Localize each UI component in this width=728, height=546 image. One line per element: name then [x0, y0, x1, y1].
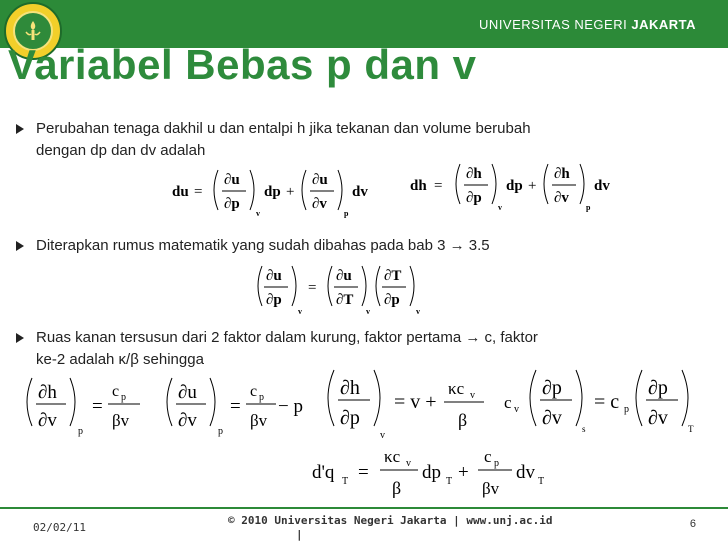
svg-text:∂p: ∂p	[384, 292, 400, 308]
svg-text:− p: − p	[278, 396, 303, 417]
svg-text:∂h: ∂h	[38, 382, 57, 403]
svg-text:v: v	[406, 458, 411, 469]
bullet-2	[16, 235, 716, 257]
bullet-2-text: Diterapkan rumus matematik yang sudah dibahas pada bab 3 → 3.5	[36, 237, 490, 254]
svg-text:dp: dp	[506, 178, 523, 194]
footer-copyright-text: © 2010 Universitas Negeri Jakarta | www.unj.ac.id	[228, 514, 553, 527]
svg-text:dv: dv	[352, 184, 368, 200]
svg-text:c: c	[504, 393, 512, 412]
svg-text:p: p	[344, 209, 349, 218]
svg-text:∂T: ∂T	[336, 292, 354, 308]
svg-text:=: =	[358, 462, 369, 483]
equation-du	[170, 160, 380, 220]
slide-title: Variabel Bebas p dan v	[8, 41, 477, 88]
equation-du-dv	[160, 370, 320, 440]
svg-text:∂u: ∂u	[312, 172, 328, 188]
svg-text:v: v	[256, 209, 260, 218]
bullet-arrow-icon	[16, 333, 24, 343]
svg-text:v: v	[380, 430, 385, 441]
bullet-1-line-2: dengan dp dan dv adalah	[36, 142, 206, 159]
svg-text:=: =	[308, 280, 317, 296]
svg-text:∂p: ∂p	[542, 377, 562, 399]
svg-text:dp: dp	[264, 184, 281, 200]
svg-text:p: p	[586, 203, 591, 212]
equation-dh-dp	[320, 362, 490, 442]
equation-chain-rule	[254, 262, 444, 322]
svg-text:c: c	[112, 383, 120, 400]
svg-text:∂h: ∂h	[554, 166, 570, 182]
svg-text:dh: dh	[410, 178, 427, 194]
svg-text:v: v	[498, 203, 502, 212]
svg-text:∂v: ∂v	[38, 410, 57, 431]
page-number: 6	[689, 518, 696, 530]
svg-text:v: v	[470, 390, 475, 401]
svg-text:∂u: ∂u	[224, 172, 240, 188]
brand-text: UNIVERSITAS NEGERI JAKARTA	[479, 17, 696, 32]
svg-text:du: du	[172, 184, 189, 200]
svg-text:κc: κc	[384, 447, 401, 466]
svg-text:∂u: ∂u	[178, 382, 197, 403]
svg-text:p: p	[121, 392, 126, 403]
svg-text:∂h: ∂h	[340, 377, 360, 399]
footer-divider	[0, 507, 728, 509]
svg-text:T: T	[446, 476, 453, 487]
svg-text:∂v: ∂v	[542, 407, 562, 429]
svg-text:∂T: ∂T	[384, 268, 402, 284]
svg-text:p: p	[78, 426, 83, 437]
svg-text:κc: κc	[448, 379, 465, 398]
svg-text:dv: dv	[516, 462, 535, 483]
svg-text:dv: dv	[594, 178, 610, 194]
svg-text:dp: dp	[422, 462, 441, 483]
equation-dh	[408, 158, 623, 218]
svg-text:β: β	[458, 410, 468, 430]
svg-text:T: T	[538, 476, 545, 487]
svg-text:d'q: d'q	[312, 462, 335, 483]
svg-text:p: p	[494, 458, 499, 469]
svg-text:=: =	[434, 178, 443, 194]
svg-text:∂v: ∂v	[178, 410, 197, 431]
svg-text:=: =	[230, 396, 241, 417]
svg-text:p: p	[624, 404, 629, 415]
svg-text:+: +	[528, 178, 537, 194]
svg-text:∂u: ∂u	[266, 268, 282, 284]
svg-text:∂p: ∂p	[466, 190, 482, 206]
equation-final-heat	[310, 438, 580, 506]
svg-text:∂p: ∂p	[266, 292, 282, 308]
bullet-arrow-icon	[16, 241, 24, 251]
svg-text:∂v: ∂v	[312, 196, 327, 212]
equation-dh-dv	[20, 370, 155, 440]
svg-text:∂u: ∂u	[336, 268, 352, 284]
svg-text:= v +: = v +	[394, 391, 437, 413]
svg-text:=: =	[194, 184, 203, 200]
svg-text:∂p: ∂p	[648, 377, 668, 399]
svg-text:v: v	[366, 307, 370, 316]
svg-text:+: +	[458, 462, 469, 483]
svg-text:∂h: ∂h	[466, 166, 482, 182]
svg-text:T: T	[342, 476, 349, 487]
svg-text:v: v	[298, 307, 302, 316]
svg-text:∂p: ∂p	[340, 407, 360, 429]
svg-text:β: β	[392, 478, 402, 498]
svg-text:c: c	[484, 447, 492, 466]
svg-text:v: v	[514, 404, 519, 415]
bullet-3-line-1: Ruas kanan tersusun dari 2 faktor dalam kurung, faktor pertama → c, faktor	[36, 329, 538, 346]
bullet-1-line-1: Perubahan tenaga dakhil u dan entalpi h jika tekanan dan volume berubah	[36, 120, 531, 137]
svg-text:c: c	[250, 383, 258, 400]
svg-text:s: s	[582, 424, 586, 434]
footer-date: 02/02/11	[33, 521, 86, 534]
svg-text:+: +	[286, 184, 295, 200]
bullet-3-line-2: ke-2 adalah κ/β sehingga	[36, 351, 204, 368]
bullet-arrow-icon	[16, 124, 24, 134]
svg-text:βv: βv	[250, 411, 268, 430]
svg-text:=: =	[92, 396, 103, 417]
svg-text:= c: = c	[594, 391, 620, 413]
footer-copyright	[228, 514, 568, 542]
svg-text:v: v	[416, 307, 420, 316]
svg-text:∂p: ∂p	[224, 196, 240, 212]
svg-text:βv: βv	[482, 479, 500, 498]
svg-text:∂v: ∂v	[554, 190, 569, 206]
svg-text:p: p	[218, 426, 223, 437]
footer-bar: |	[296, 528, 303, 541]
svg-text:T: T	[688, 424, 694, 434]
svg-text:p: p	[259, 392, 264, 403]
bullet-1	[16, 118, 716, 162]
equation-cv-cp	[502, 362, 702, 442]
svg-text:∂v: ∂v	[648, 407, 668, 429]
svg-text:βv: βv	[112, 411, 130, 430]
